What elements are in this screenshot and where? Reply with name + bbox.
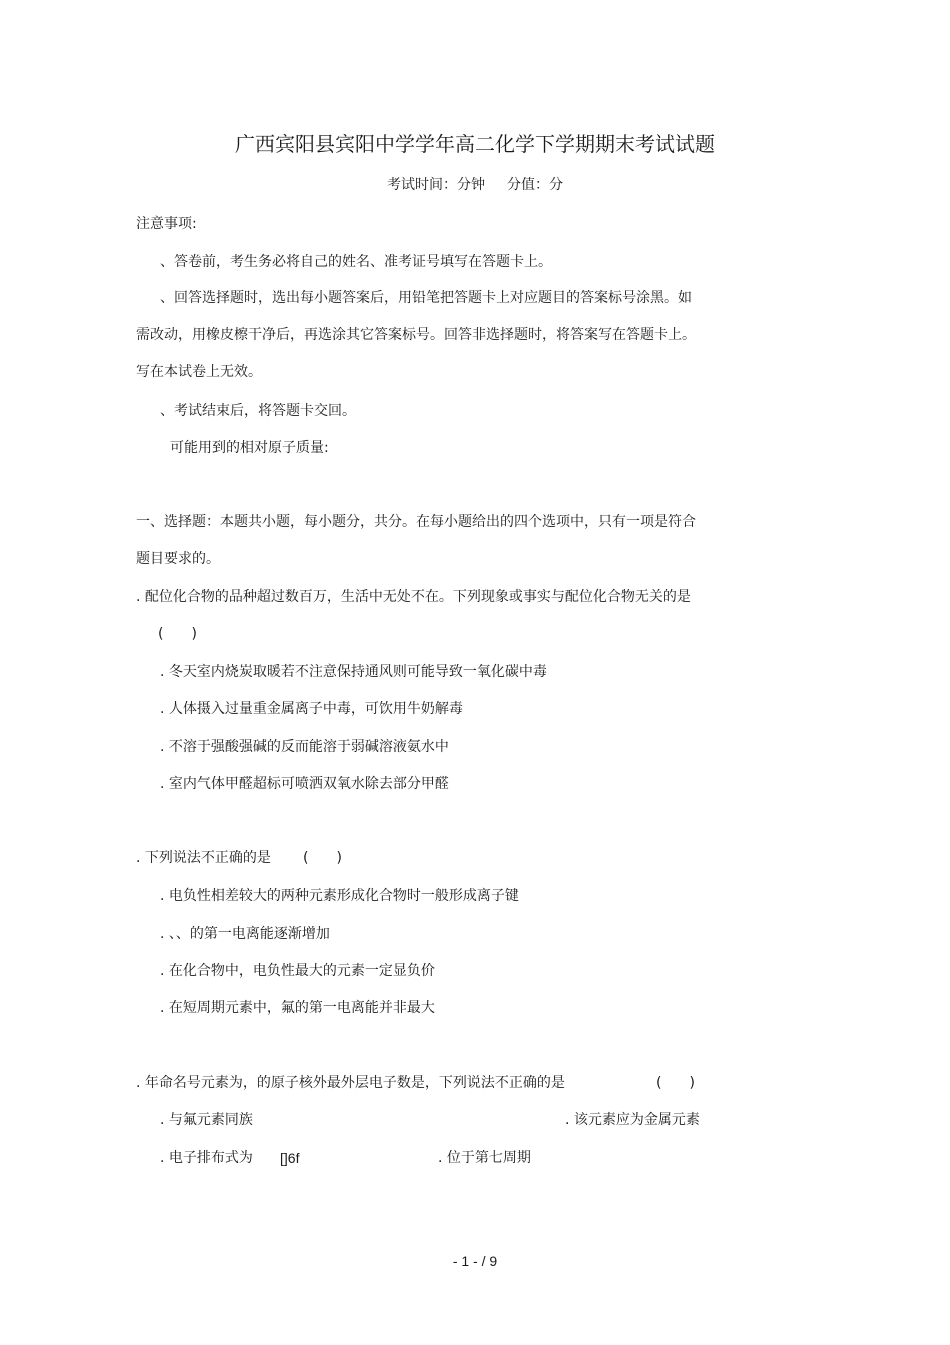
- question-2-option-d: . 在短周期元素中，氟的第一电离能并非最大: [160, 1000, 435, 1016]
- exam-time: 考试时间：分钟: [387, 177, 485, 193]
- question-2-option-b: . 、、的第一电离能逐渐增加: [160, 926, 330, 942]
- notes-item-3: 、考试结束后，将答题卡交回。: [160, 403, 356, 419]
- notes-item-1: 、答卷前，考生务必将自己的姓名、准考证号填写在答题卡上。: [160, 254, 552, 270]
- question-3-paren: ( ): [656, 1075, 695, 1091]
- exam-title: 广西宾阳县宾阳中学学年高二化学下学期期末考试试题: [235, 132, 715, 156]
- notes-item-2-line-1: 、回答选择题时，选出每小题答案后，用铅笔把答题卡上对应题目的答案标号涂黑。如: [160, 290, 692, 306]
- question-2-stem: . 下列说法不正确的是: [136, 850, 271, 866]
- question-3-option-c: . 电子排布式为: [160, 1150, 253, 1166]
- question-3-option-d: . 位于第七周期: [438, 1150, 531, 1166]
- question-3-stem: . 年命名号元素为，的原子核外最外层电子数是，下列说法不正确的是: [136, 1075, 565, 1091]
- notes-item-2-line-2: 需改动，用橡皮檫干净后，再选涂其它答案标号。回答非选择题时，将答案写在答题卡上。: [136, 327, 696, 343]
- question-2-option-c: . 在化合物中，电负性最大的元素一定显负价: [160, 963, 435, 979]
- notes-heading: 注意事项:: [136, 216, 197, 232]
- exam-score: 分值：分: [507, 177, 563, 193]
- question-1-option-c: . 不溶于强酸强碱的反而能溶于弱碱溶液氨水中: [160, 739, 449, 755]
- question-3-option-a: . 与氟元素同族: [160, 1112, 253, 1128]
- question-1-option-b: . 人体摄入过量重金属离子中毒，可饮用牛奶解毒: [160, 701, 463, 717]
- atomic-mass-line: 可能用到的相对原子质量:: [170, 440, 329, 456]
- question-3-option-b: . 该元素应为金属元素: [565, 1112, 700, 1128]
- question-2-option-a: . 电负性相差较大的两种元素形成化合物时一般形成离子键: [160, 888, 519, 904]
- exam-info: [0, 175, 950, 195]
- question-1-option-d: . 室内气体甲醛超标可喷洒双氧水除去部分甲醛: [160, 776, 449, 792]
- question-1-paren: ( ): [158, 626, 197, 642]
- question-1-option-a: . 冬天室内烧炭取暖若不注意保持通风则可能导致一氧化碳中毒: [160, 664, 547, 680]
- section-heading-line-2: 题目要求的。: [136, 551, 220, 567]
- question-2-paren: ( ): [303, 850, 342, 866]
- notes-item-2-line-3: 写在本试卷上无效。: [136, 364, 262, 380]
- page-number: - 1 - / 9: [452, 1253, 498, 1269]
- section-heading-line-1: 一、选择题：本题共小题，每小题分，共分。在每小题给出的四个选项中，只有一项是符合: [136, 514, 696, 530]
- question-1-stem: . 配位化合物的品种超过数百万，生活中无处不在。下列现象或事实与配位化合物无关的是: [136, 589, 691, 605]
- question-3-electron-config: []6f: [280, 1150, 300, 1166]
